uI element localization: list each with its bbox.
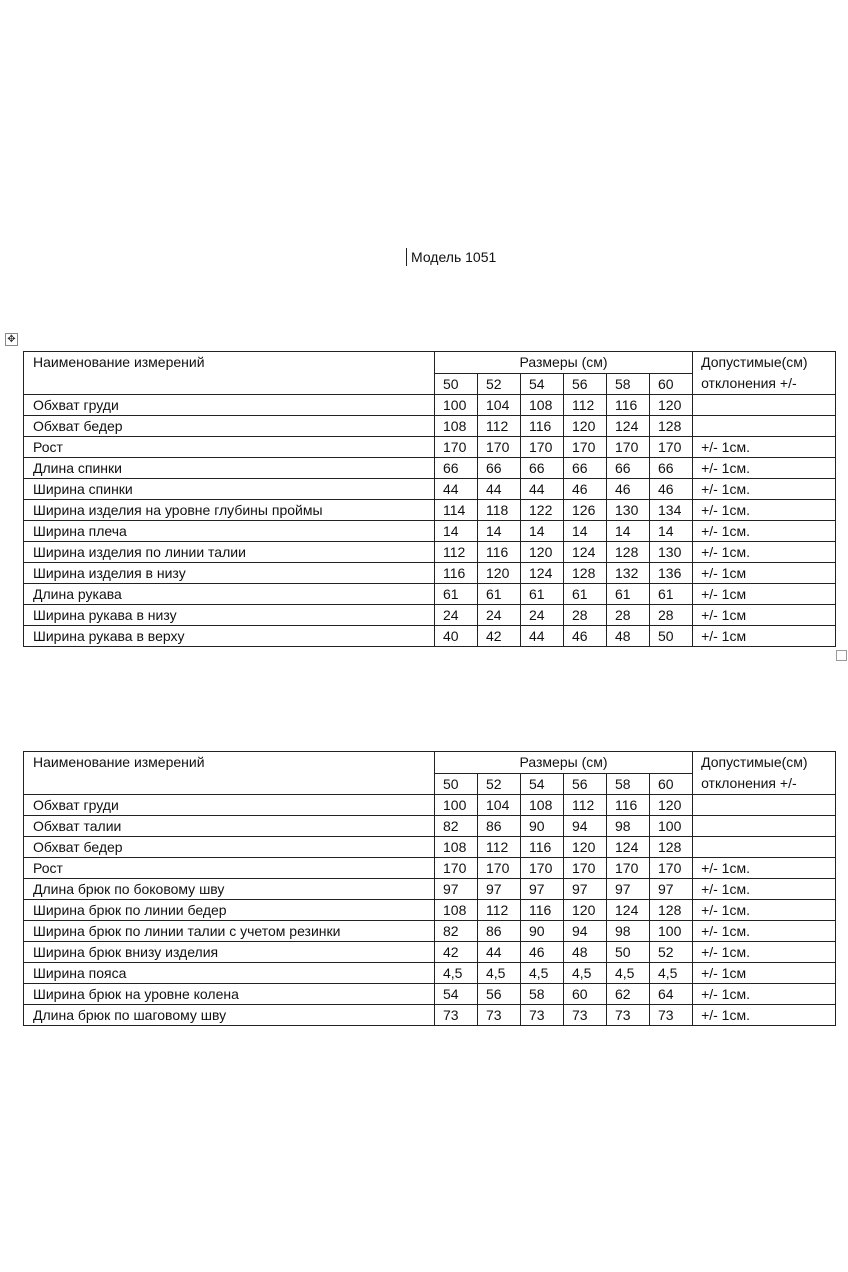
measurement-value-cell: 60 [564, 984, 607, 1005]
measurements-table-bottom [23, 751, 836, 1026]
measurement-value-cell: 170 [435, 437, 478, 458]
measurement-value-cell: 64 [650, 984, 693, 1005]
table-row [24, 837, 836, 858]
measurement-value-cell: 24 [521, 605, 564, 626]
tolerance-cell: +/- 1см. [693, 479, 836, 500]
measurement-value-cell: 14 [478, 521, 521, 542]
measurement-value-cell: 116 [521, 900, 564, 921]
table-row [24, 879, 836, 900]
header-row [24, 752, 836, 774]
measurement-name-cell: Ширина плеча [24, 521, 435, 542]
tolerance-cell [693, 795, 836, 816]
measurement-value-cell: 116 [607, 395, 650, 416]
measurement-value-cell: 73 [435, 1005, 478, 1026]
measurement-value-cell: 130 [650, 542, 693, 563]
tolerance-cell [693, 816, 836, 837]
measurement-value-cell: 28 [650, 605, 693, 626]
measurement-value-cell: 98 [607, 921, 650, 942]
tolerance-cell: +/- 1см [693, 626, 836, 647]
tolerance-cell: +/- 1см. [693, 921, 836, 942]
table-row [24, 1005, 836, 1026]
measurement-value-cell: 46 [521, 942, 564, 963]
measurement-value-cell: 170 [478, 437, 521, 458]
measurement-value-cell: 56 [478, 984, 521, 1005]
tolerance-cell: +/- 1см. [693, 942, 836, 963]
measurement-value-cell: 14 [607, 521, 650, 542]
measurement-value-cell: 61 [607, 584, 650, 605]
measurement-value-cell: 61 [478, 584, 521, 605]
measurement-value-cell: 48 [607, 626, 650, 647]
header-tolerance-cell [693, 752, 836, 795]
table-row [24, 521, 836, 542]
measurement-value-cell: 4,5 [521, 963, 564, 984]
measurement-value-cell: 97 [564, 879, 607, 900]
measurement-value-cell: 14 [435, 521, 478, 542]
size-header-cell: 54 [521, 773, 564, 795]
measurement-value-cell: 170 [564, 858, 607, 879]
measurement-value-cell: 128 [564, 563, 607, 584]
header-sizes-label: Размеры (см) [435, 352, 693, 374]
tolerance-cell: +/- 1см. [693, 858, 836, 879]
tolerance-cell: +/- 1см [693, 963, 836, 984]
measurement-name-cell: Ширина рукава в верху [24, 626, 435, 647]
measurement-value-cell: 52 [650, 942, 693, 963]
measurement-name-cell: Обхват груди [24, 395, 435, 416]
measurement-value-cell: 24 [478, 605, 521, 626]
measurement-name-cell: Ширина рукава в низу [24, 605, 435, 626]
measurement-value-cell: 44 [521, 479, 564, 500]
measurement-value-cell: 128 [607, 542, 650, 563]
measurement-value-cell: 170 [607, 437, 650, 458]
measurement-value-cell: 124 [564, 542, 607, 563]
measurement-value-cell: 170 [521, 437, 564, 458]
measurement-value-cell: 116 [521, 837, 564, 858]
measurement-value-cell: 94 [564, 921, 607, 942]
measurement-value-cell: 14 [521, 521, 564, 542]
measurement-value-cell: 112 [435, 542, 478, 563]
measurement-value-cell: 128 [650, 900, 693, 921]
measurement-value-cell: 108 [521, 795, 564, 816]
measurement-value-cell: 66 [607, 458, 650, 479]
measurement-value-cell: 97 [607, 879, 650, 900]
measurement-value-cell: 112 [478, 416, 521, 437]
measurement-value-cell: 170 [435, 858, 478, 879]
measurement-name-cell: Обхват бедер [24, 416, 435, 437]
measurement-value-cell: 50 [607, 942, 650, 963]
measurement-value-cell: 42 [435, 942, 478, 963]
measurement-value-cell: 100 [650, 816, 693, 837]
size-header-cell: 56 [564, 373, 607, 395]
measurement-value-cell: 61 [521, 584, 564, 605]
measurement-value-cell: 90 [521, 921, 564, 942]
header-name-cell: Наименование измерений [24, 752, 435, 795]
tolerance-cell: +/- 1см. [693, 437, 836, 458]
measurement-value-cell: 128 [650, 837, 693, 858]
measurement-value-cell: 28 [607, 605, 650, 626]
tolerance-cell: +/- 1см. [693, 521, 836, 542]
measurement-value-cell: 44 [435, 479, 478, 500]
measurement-value-cell: 116 [521, 416, 564, 437]
table-row [24, 479, 836, 500]
measurement-value-cell: 4,5 [564, 963, 607, 984]
measurement-name-cell: Обхват талии [24, 816, 435, 837]
table-row [24, 921, 836, 942]
table-row [24, 500, 836, 521]
measurement-name-cell: Ширина пояса [24, 963, 435, 984]
measurement-value-cell: 62 [607, 984, 650, 1005]
measurement-value-cell: 104 [478, 395, 521, 416]
measurement-value-cell: 46 [564, 479, 607, 500]
measurement-name-cell: Рост [24, 858, 435, 879]
size-header-cell: 52 [478, 773, 521, 795]
measurement-value-cell: 61 [564, 584, 607, 605]
measurement-value-cell: 170 [650, 437, 693, 458]
measurement-value-cell: 66 [435, 458, 478, 479]
table-row [24, 900, 836, 921]
table-row [24, 584, 836, 605]
table-row [24, 942, 836, 963]
measurement-value-cell: 73 [521, 1005, 564, 1026]
measurement-value-cell: 170 [564, 437, 607, 458]
measurement-value-cell: 120 [650, 395, 693, 416]
measurement-name-cell: Длина брюк по шаговому шву [24, 1005, 435, 1026]
table-row [24, 816, 836, 837]
table-row [24, 626, 836, 647]
measurement-value-cell: 170 [650, 858, 693, 879]
measurement-value-cell: 120 [478, 563, 521, 584]
measurement-value-cell: 73 [478, 1005, 521, 1026]
measurement-value-cell: 90 [521, 816, 564, 837]
table-row [24, 858, 836, 879]
measurement-value-cell: 114 [435, 500, 478, 521]
measurement-value-cell: 94 [564, 816, 607, 837]
measurement-value-cell: 73 [650, 1005, 693, 1026]
document-title: Модель 1051 [406, 248, 496, 266]
measurement-name-cell: Ширина изделия в низу [24, 563, 435, 584]
measurement-value-cell: 66 [521, 458, 564, 479]
measurement-value-cell: 120 [650, 795, 693, 816]
measurement-value-cell: 97 [435, 879, 478, 900]
measurement-value-cell: 73 [607, 1005, 650, 1026]
tolerance-cell [693, 416, 836, 437]
tolerance-cell: +/- 1см. [693, 984, 836, 1005]
size-header-cell: 58 [607, 773, 650, 795]
measurement-name-cell: Длина рукава [24, 584, 435, 605]
measurement-value-cell: 130 [607, 500, 650, 521]
measurement-value-cell: 4,5 [607, 963, 650, 984]
measurement-name-cell: Ширина изделия по линии талии [24, 542, 435, 563]
header-sizes-label: Размеры (см) [435, 752, 693, 774]
measurement-value-cell: 170 [521, 858, 564, 879]
table-row [24, 605, 836, 626]
header-tolerance-line2: отклонения +/- [701, 375, 797, 391]
measurement-value-cell: 46 [564, 626, 607, 647]
measurement-value-cell: 4,5 [435, 963, 478, 984]
measurement-value-cell: 61 [435, 584, 478, 605]
measurement-value-cell: 40 [435, 626, 478, 647]
table-row [24, 984, 836, 1005]
measurement-value-cell: 100 [435, 795, 478, 816]
measurement-value-cell: 112 [478, 900, 521, 921]
measurement-value-cell: 58 [521, 984, 564, 1005]
measurement-name-cell: Рост [24, 437, 435, 458]
table-row [24, 963, 836, 984]
measurement-value-cell: 97 [521, 879, 564, 900]
measurements-table-top [23, 351, 836, 647]
header-tolerance-line2: отклонения +/- [701, 775, 797, 791]
measurement-name-cell: Обхват груди [24, 795, 435, 816]
measurement-value-cell: 86 [478, 921, 521, 942]
table-row [24, 416, 836, 437]
measurement-value-cell: 48 [564, 942, 607, 963]
measurement-value-cell: 44 [478, 942, 521, 963]
measurement-value-cell: 112 [478, 837, 521, 858]
measurement-value-cell: 124 [521, 563, 564, 584]
measurement-value-cell: 132 [607, 563, 650, 584]
measurement-value-cell: 124 [607, 900, 650, 921]
measurement-value-cell: 120 [521, 542, 564, 563]
measurement-value-cell: 120 [564, 900, 607, 921]
measurement-value-cell: 108 [435, 416, 478, 437]
tolerance-cell: +/- 1см. [693, 900, 836, 921]
table-row [24, 395, 836, 416]
header-tolerance-line1: Допустимые(см) [701, 354, 808, 370]
measurement-value-cell: 108 [521, 395, 564, 416]
measurement-value-cell: 124 [607, 837, 650, 858]
tolerance-cell: +/- 1см. [693, 542, 836, 563]
size-header-cell: 52 [478, 373, 521, 395]
size-header-cell: 60 [650, 373, 693, 395]
measurement-value-cell: 136 [650, 563, 693, 584]
size-header-cell: 60 [650, 773, 693, 795]
measurement-value-cell: 124 [607, 416, 650, 437]
table-row [24, 458, 836, 479]
tolerance-cell: +/- 1см [693, 584, 836, 605]
measurement-value-cell: 4,5 [650, 963, 693, 984]
header-row [24, 352, 836, 374]
measurement-value-cell: 98 [607, 816, 650, 837]
measurement-value-cell: 54 [435, 984, 478, 1005]
table-resize-handle-icon[interactable] [836, 650, 847, 661]
measurement-value-cell: 82 [435, 921, 478, 942]
tolerance-cell: +/- 1см. [693, 1005, 836, 1026]
header-name-cell: Наименование измерений [24, 352, 435, 395]
size-header-cell: 58 [607, 373, 650, 395]
measurement-value-cell: 170 [478, 858, 521, 879]
measurement-value-cell: 120 [564, 837, 607, 858]
measurement-value-cell: 46 [607, 479, 650, 500]
measurement-value-cell: 46 [650, 479, 693, 500]
measurement-value-cell: 4,5 [478, 963, 521, 984]
measurement-name-cell: Ширина брюк по линии талии с учетом резинки [24, 921, 435, 942]
measurement-value-cell: 112 [564, 395, 607, 416]
measurement-name-cell: Ширина брюк на уровне колена [24, 984, 435, 1005]
measurement-value-cell: 126 [564, 500, 607, 521]
tolerance-cell: +/- 1см [693, 563, 836, 584]
measurement-value-cell: 42 [478, 626, 521, 647]
size-header-cell: 50 [435, 773, 478, 795]
measurement-value-cell: 116 [607, 795, 650, 816]
measurement-name-cell: Длина спинки [24, 458, 435, 479]
tolerance-cell [693, 837, 836, 858]
header-tolerance-cell [693, 352, 836, 395]
size-header-cell: 56 [564, 773, 607, 795]
measurement-name-cell: Обхват бедер [24, 837, 435, 858]
measurement-value-cell: 82 [435, 816, 478, 837]
measurement-value-cell: 116 [478, 542, 521, 563]
measurement-value-cell: 14 [650, 521, 693, 542]
measurement-value-cell: 24 [435, 605, 478, 626]
tolerance-cell: +/- 1см. [693, 879, 836, 900]
tolerance-cell: +/- 1см. [693, 458, 836, 479]
measurement-name-cell: Длина брюк по боковому шву [24, 879, 435, 900]
measurement-value-cell: 108 [435, 837, 478, 858]
measurement-value-cell: 116 [435, 563, 478, 584]
table-row [24, 437, 836, 458]
measurement-value-cell: 108 [435, 900, 478, 921]
measurement-value-cell: 97 [478, 879, 521, 900]
measurement-value-cell: 122 [521, 500, 564, 521]
table-row [24, 542, 836, 563]
measurement-name-cell: Ширина изделия на уровне глубины проймы [24, 500, 435, 521]
measurement-value-cell: 44 [478, 479, 521, 500]
measurement-value-cell: 66 [564, 458, 607, 479]
measurement-value-cell: 66 [478, 458, 521, 479]
size-header-cell: 50 [435, 373, 478, 395]
table-row [24, 795, 836, 816]
measurement-value-cell: 73 [564, 1005, 607, 1026]
measurement-value-cell: 44 [521, 626, 564, 647]
measurement-value-cell: 14 [564, 521, 607, 542]
measurement-value-cell: 61 [650, 584, 693, 605]
measurement-value-cell: 50 [650, 626, 693, 647]
measurement-value-cell: 134 [650, 500, 693, 521]
size-header-cell: 54 [521, 373, 564, 395]
measurement-value-cell: 100 [435, 395, 478, 416]
header-tolerance-line1: Допустимые(см) [701, 754, 808, 770]
tolerance-cell: +/- 1см [693, 605, 836, 626]
measurement-name-cell: Ширина брюк по линии бедер [24, 900, 435, 921]
measurement-value-cell: 170 [607, 858, 650, 879]
measurement-value-cell: 97 [650, 879, 693, 900]
measurement-value-cell: 120 [564, 416, 607, 437]
measurement-value-cell: 28 [564, 605, 607, 626]
measurement-value-cell: 100 [650, 921, 693, 942]
measurement-value-cell: 128 [650, 416, 693, 437]
measurement-value-cell: 104 [478, 795, 521, 816]
measurement-name-cell: Ширина спинки [24, 479, 435, 500]
tolerance-cell [693, 395, 836, 416]
measurement-name-cell: Ширина брюк внизу изделия [24, 942, 435, 963]
tolerance-cell: +/- 1см. [693, 500, 836, 521]
measurement-value-cell: 118 [478, 500, 521, 521]
measurement-value-cell: 66 [650, 458, 693, 479]
table-row [24, 563, 836, 584]
measurement-value-cell: 86 [478, 816, 521, 837]
measurement-value-cell: 112 [564, 795, 607, 816]
table-move-handle-icon[interactable]: ✥ [5, 333, 18, 346]
